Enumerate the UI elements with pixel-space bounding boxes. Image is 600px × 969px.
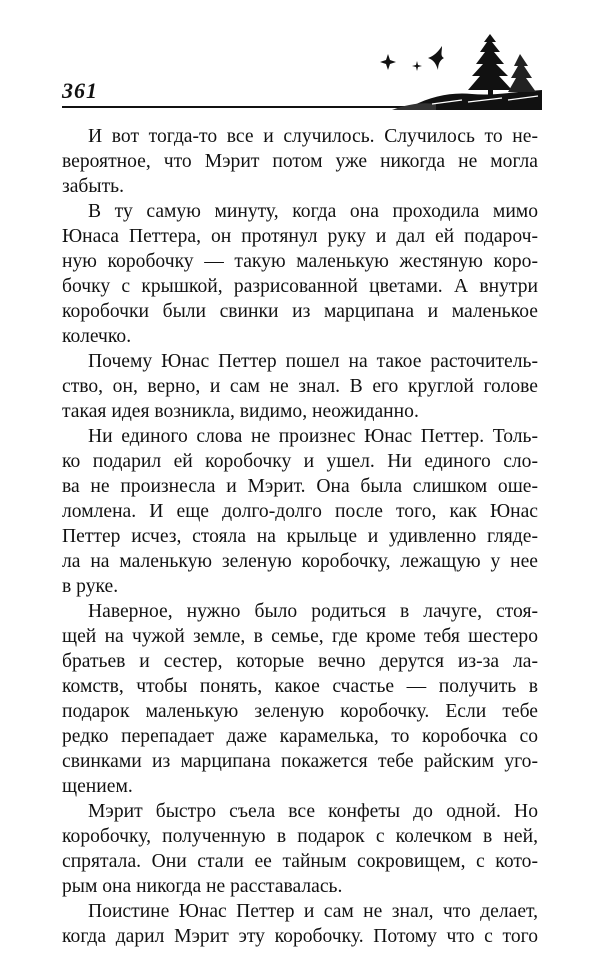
paragraph — [62, 349, 538, 424]
text-line: подарок маленькую зеленую коробочку. Если тебе — [62, 701, 538, 722]
text-line: ную коробочку — такую маленькую жестяную коро- — [62, 251, 538, 272]
text-line: свинками из марципана покажется тебе райским уго- — [62, 751, 538, 772]
text-line: ва не произнесла и Мэрит. Она была слишком ошe- — [62, 476, 538, 497]
paragraph — [62, 199, 538, 349]
text-line: коробочки были свинки из марципана и маленькое — [62, 301, 538, 322]
text-line: вероятное, что Мэрит потом уже никогда не могла — [62, 151, 538, 172]
bird-icon — [412, 61, 422, 71]
text-line: забыть. — [62, 176, 124, 197]
text-line: редко перепадает даже карамелька, то коробочка со — [62, 726, 538, 747]
text-line: щей на чужой земле, в семье, где кроме тебя шестеро — [62, 626, 538, 647]
text-body — [62, 124, 538, 949]
paragraph — [62, 799, 538, 899]
text-line: ко подарил ей коробочку и ушел. Ни единого сло- — [62, 451, 538, 472]
text-line: Юнаса Петтера, он протянул руку и дал ей подароч- — [62, 226, 538, 247]
tree-and-birds-vignette — [372, 34, 542, 110]
text-line: Поистине Юнас Петтер и сам не знал, что делает, — [88, 901, 538, 922]
text-line: щением. — [62, 776, 133, 797]
text-line: В ту самую минуту, когда она проходила мимо — [88, 201, 538, 222]
text-line: ломлена. И еще долго-долго после того, как Юнас — [62, 501, 538, 522]
text-line: коробочку, полученную в подарок с колечком в ней, — [62, 826, 538, 847]
paragraph — [62, 124, 538, 199]
paragraph — [62, 899, 538, 949]
text-line: комств, чтобы понять, какое счастье — получить в — [62, 676, 538, 697]
bird-icon — [380, 54, 396, 70]
text-line: спрятала. Они стали ее тайным сокровищем, с кото- — [62, 851, 538, 872]
text-line: Ни единого слова не произнес Юнас Петтер. Толь- — [88, 426, 538, 447]
text-line: когда дарил Мэрит эту коробочку. Потому что с того — [62, 926, 538, 947]
text-line: Петтер исчез, стояла на крыльце и удивленно гляде- — [62, 526, 538, 547]
page-header — [0, 0, 600, 120]
text-line: ство, он, верно, и сам не знал. В его круглой голове — [62, 376, 538, 397]
text-line: И вот тогда-то все и случилось. Случилось то не- — [88, 126, 538, 147]
text-line: рым она никогда не расставалась. — [62, 876, 343, 897]
text-line: такая идея возникла, видимо, неожиданно. — [62, 401, 419, 422]
text-line: колечко. — [62, 326, 132, 347]
page-number: 361 — [62, 78, 98, 103]
paragraph — [62, 424, 538, 599]
text-line: в руке. — [62, 576, 119, 597]
text-line: бочку с крышкой, разрисованной цветами. А внутри — [62, 276, 538, 297]
text-line: ла на маленькую зеленую коробочку, лежащую у нее — [62, 551, 538, 572]
text-line: Наверное, нужно было родиться в лачуге, стоя- — [88, 601, 538, 622]
text-line: Мэрит быстро съела все конфеты до одной. Но — [88, 801, 538, 822]
text-line: Почему Юнас Петтер пошел на такое расточитель- — [88, 351, 538, 372]
small-tree-icon — [508, 54, 536, 92]
spruce-tree-icon — [468, 34, 512, 98]
hill-icon — [392, 90, 542, 110]
bird-icon — [428, 46, 444, 70]
paragraph — [62, 599, 538, 799]
text-line: братьев и сестер, которые вечно дерутся из-за ла- — [62, 651, 538, 672]
